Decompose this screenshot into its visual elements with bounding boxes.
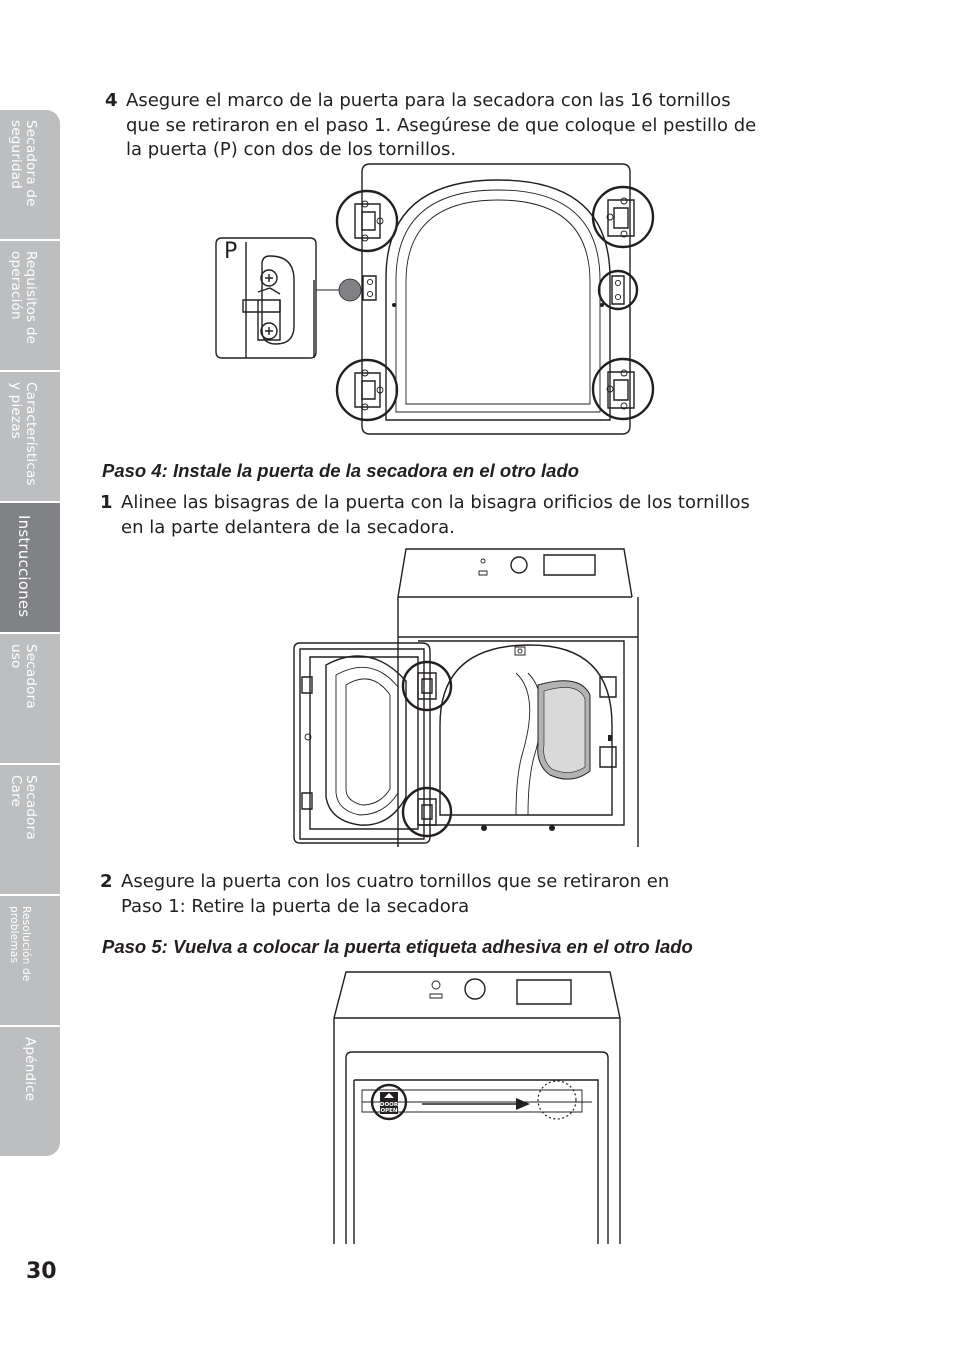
step-4	[105, 89, 845, 163]
hinge-bottom-left	[337, 360, 397, 420]
callout-label-p: P	[224, 239, 238, 264]
step-text: Asegure el marco de la puerta para la secadora con las 16 tornillos que se retiraron en el paso 1. Asegúrese de que coloque el pestillo de la puerta (P) con dos de los tornillos.	[126, 90, 757, 160]
step-number: 4	[105, 90, 118, 111]
step-text: Alinee las bisagras de la puerta con la bisagra orificios de los tornillos en la parte delantera de la secadora.	[121, 492, 750, 538]
paso-4-step-2	[100, 870, 845, 919]
tab-label: Características y piezas	[8, 382, 39, 486]
tab-seguridad[interactable]	[0, 110, 60, 241]
label-text-open: OPEN	[380, 1108, 398, 1114]
step-number: 1	[100, 492, 113, 513]
hinge-bottom-right	[593, 359, 653, 419]
tab-caracteristicas[interactable]	[0, 372, 60, 503]
tab-label: Requisitos de operación	[8, 251, 39, 345]
step-text: Asegure la puerta con los cuatro tornillos que se retiraron en Paso 1: Retire la puerta de la secadora	[121, 871, 670, 917]
paso-4-heading: Paso 4: Instale la puerta de la secadora en el otro lado	[102, 460, 580, 481]
tab-apendice[interactable]	[0, 1027, 60, 1156]
tab-requisitos[interactable]	[0, 241, 60, 372]
step-number: 2	[100, 871, 113, 892]
tab-resolucion[interactable]	[0, 896, 60, 1027]
tab-label: Secadora de seguridad	[8, 120, 39, 207]
tab-care[interactable]	[0, 765, 60, 896]
tab-instrucciones[interactable]	[0, 503, 60, 634]
latch-right	[599, 271, 637, 309]
paso-5-heading: Paso 5: Vuelva a colocar la puerta etiqueta adhesiva en el otro lado	[102, 936, 693, 957]
door-frame-figure	[210, 160, 650, 440]
paso-4-step-1	[100, 491, 845, 540]
hinge-top-left	[337, 191, 397, 251]
hinge-top-right	[593, 187, 653, 247]
page-number: 30	[26, 1259, 57, 1284]
label-text-door: DOOR	[379, 1102, 399, 1108]
tab-label: Secadora uso	[8, 644, 39, 709]
door-label-figure	[330, 968, 625, 1248]
tab-label: Apéndice	[22, 1037, 38, 1102]
tab-label: Resolución de problemas	[8, 906, 32, 982]
tab-label: Instrucciones	[15, 515, 33, 618]
tab-uso[interactable]	[0, 634, 60, 765]
dryer-open-door-figure	[290, 545, 650, 850]
tab-label: Secadora Care	[8, 775, 39, 840]
side-tabs	[0, 110, 60, 1156]
